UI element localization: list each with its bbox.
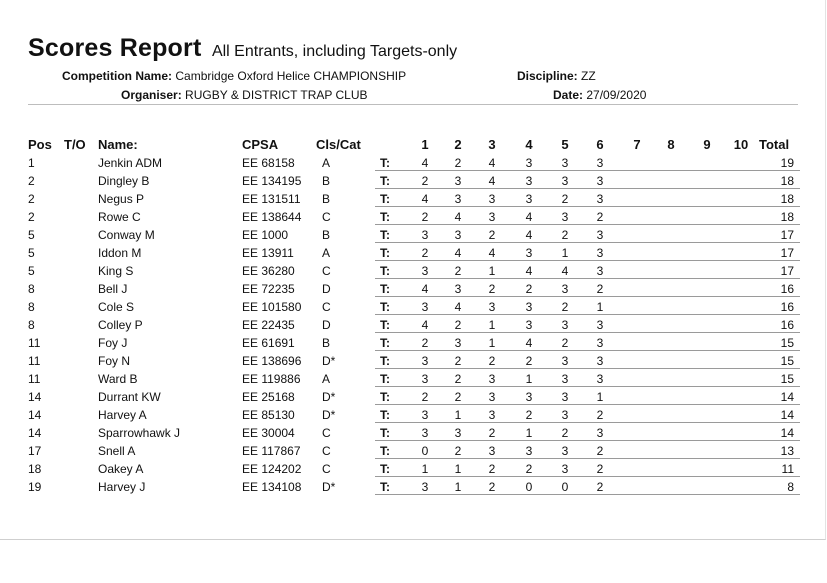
cell-cpsa: EE 61691 bbox=[242, 336, 295, 350]
cell-score: 3 bbox=[561, 318, 569, 332]
cell-score: 3 bbox=[421, 408, 429, 422]
table-row bbox=[0, 172, 827, 190]
row-underline bbox=[375, 368, 800, 369]
cell-score: 4 bbox=[488, 156, 496, 170]
cell-name: Negus P bbox=[98, 192, 145, 206]
cell-score: 2 bbox=[488, 480, 496, 494]
cell-cpsa: EE 131511 bbox=[242, 192, 301, 206]
cell-cpsa: EE 22435 bbox=[242, 318, 295, 332]
cell-score: 3 bbox=[421, 480, 429, 494]
organiser-value: RUGBY & DISTRICT TRAP CLUB bbox=[185, 88, 368, 102]
cell-score: 3 bbox=[421, 354, 429, 368]
cell-total: 8 bbox=[787, 480, 794, 494]
cell-score: 3 bbox=[454, 336, 462, 350]
cell-name: Harvey J bbox=[98, 480, 146, 494]
cell-targets-label: T: bbox=[380, 372, 390, 386]
discipline-line bbox=[517, 69, 596, 83]
cell-targets-label: T: bbox=[380, 282, 390, 296]
discipline-value: ZZ bbox=[581, 69, 596, 83]
cell-score: 2 bbox=[596, 408, 604, 422]
cell-score: 2 bbox=[596, 444, 604, 458]
cell-cpsa: EE 101580 bbox=[242, 300, 302, 314]
cell-score: 1 bbox=[488, 264, 496, 278]
col-round-7: 7 bbox=[633, 137, 641, 152]
cell-class: B bbox=[322, 174, 331, 188]
cell-name: Oakey A bbox=[98, 462, 144, 476]
cell-total: 18 bbox=[780, 192, 794, 206]
cell-name: Conway M bbox=[98, 228, 155, 242]
cell-score: 3 bbox=[421, 426, 429, 440]
cell-score: 3 bbox=[488, 390, 496, 404]
cell-score: 4 bbox=[525, 210, 533, 224]
cell-targets-label: T: bbox=[380, 246, 390, 260]
cell-score: 4 bbox=[561, 264, 569, 278]
table-row bbox=[0, 298, 827, 316]
competition-line bbox=[62, 69, 406, 83]
cell-cpsa: EE 13911 bbox=[242, 246, 294, 260]
col-round-2: 2 bbox=[454, 137, 462, 152]
cell-score: 4 bbox=[421, 156, 429, 170]
cell-name: Snell A bbox=[98, 444, 136, 458]
cell-score: 2 bbox=[561, 426, 569, 440]
cell-name: Foy J bbox=[98, 336, 128, 350]
cell-score: 3 bbox=[596, 354, 604, 368]
cell-pos: 5 bbox=[28, 228, 35, 242]
cell-total: 16 bbox=[780, 318, 794, 332]
cell-class: C bbox=[322, 444, 331, 458]
cell-score: 1 bbox=[525, 372, 533, 386]
row-underline bbox=[375, 296, 800, 297]
cell-score: 3 bbox=[454, 174, 462, 188]
cell-score: 2 bbox=[454, 372, 462, 386]
row-underline bbox=[375, 386, 800, 387]
cell-targets-label: T: bbox=[380, 444, 390, 458]
cell-score: 3 bbox=[488, 300, 496, 314]
cell-score: 3 bbox=[596, 246, 604, 260]
cell-targets-label: T: bbox=[380, 480, 390, 494]
cell-score: 3 bbox=[596, 192, 604, 206]
table-row bbox=[0, 208, 827, 226]
cell-score: 4 bbox=[525, 336, 533, 350]
row-underline bbox=[375, 206, 800, 207]
cell-score: 4 bbox=[525, 228, 533, 242]
cell-score: 1 bbox=[596, 300, 604, 314]
report-subtitle: All Entrants, including Targets-only bbox=[211, 43, 458, 60]
cell-score: 2 bbox=[488, 228, 496, 242]
col-round-3: 3 bbox=[488, 137, 496, 152]
cell-score: 2 bbox=[596, 210, 604, 224]
cell-score: 3 bbox=[561, 372, 569, 386]
cell-score: 4 bbox=[421, 282, 429, 296]
cell-class: A bbox=[322, 372, 331, 386]
cell-total: 16 bbox=[780, 300, 794, 314]
scores-table-body bbox=[0, 154, 827, 496]
cell-score: 2 bbox=[421, 246, 429, 260]
cell-score: 3 bbox=[596, 318, 604, 332]
cell-class: C bbox=[322, 462, 331, 476]
cell-targets-label: T: bbox=[380, 156, 390, 170]
cell-cpsa: EE 25168 bbox=[242, 390, 295, 404]
cell-score: 2 bbox=[596, 480, 604, 494]
cell-name: Bell J bbox=[98, 282, 128, 296]
cell-score: 3 bbox=[525, 300, 533, 314]
cell-score: 2 bbox=[421, 174, 429, 188]
cell-cpsa: EE 117867 bbox=[242, 444, 301, 458]
cell-total: 16 bbox=[780, 282, 794, 296]
cell-pos: 11 bbox=[28, 372, 41, 386]
cell-pos: 2 bbox=[28, 174, 35, 188]
cell-total: 14 bbox=[780, 390, 794, 404]
cell-score: 2 bbox=[488, 282, 496, 296]
cell-score: 3 bbox=[525, 192, 533, 206]
cell-score: 2 bbox=[454, 354, 462, 368]
cell-total: 15 bbox=[780, 372, 794, 386]
cell-targets-label: T: bbox=[380, 210, 390, 224]
organiser-line bbox=[121, 88, 368, 102]
cell-class: D* bbox=[322, 480, 336, 494]
table-row bbox=[0, 406, 827, 424]
cell-score: 3 bbox=[525, 444, 533, 458]
competition-value: Cambridge Oxford Helice CHAMPIONSHIP bbox=[175, 69, 407, 83]
cell-name: Durrant KW bbox=[98, 390, 161, 404]
row-underline bbox=[375, 260, 800, 261]
cell-class: B bbox=[322, 192, 331, 206]
cell-score: 2 bbox=[596, 282, 604, 296]
cell-total: 11 bbox=[781, 462, 794, 476]
cell-score: 3 bbox=[525, 246, 533, 260]
cell-name: Sparrowhawk J bbox=[98, 426, 181, 440]
cell-class: B bbox=[322, 228, 331, 242]
cell-score: 2 bbox=[561, 300, 569, 314]
cell-score: 2 bbox=[421, 210, 429, 224]
cell-score: 1 bbox=[488, 336, 496, 350]
cell-score: 2 bbox=[488, 426, 496, 440]
cell-pos: 8 bbox=[28, 318, 35, 332]
cell-pos: 8 bbox=[28, 300, 35, 314]
cell-total: 19 bbox=[780, 156, 794, 170]
row-underline bbox=[375, 188, 800, 189]
cell-score: 2 bbox=[454, 318, 462, 332]
competition-label: Competition Name: bbox=[62, 69, 173, 83]
cell-pos: 8 bbox=[28, 282, 35, 296]
cell-cpsa: EE 119886 bbox=[242, 372, 301, 386]
table-row bbox=[0, 280, 827, 298]
cell-targets-label: T: bbox=[380, 390, 390, 404]
cell-cpsa: EE 134195 bbox=[242, 174, 302, 188]
cell-class: D* bbox=[322, 408, 336, 422]
cell-name: Harvey A bbox=[98, 408, 147, 422]
cell-targets-label: T: bbox=[380, 300, 390, 314]
row-underline bbox=[375, 350, 800, 351]
row-underline bbox=[375, 422, 800, 423]
row-underline bbox=[375, 332, 800, 333]
cell-score: 2 bbox=[525, 354, 533, 368]
cell-score: 3 bbox=[561, 462, 569, 476]
cell-score: 3 bbox=[525, 390, 533, 404]
cell-class: D* bbox=[322, 390, 336, 404]
cell-name: Foy N bbox=[98, 354, 131, 368]
cell-score: 4 bbox=[454, 210, 462, 224]
cell-score: 2 bbox=[596, 462, 604, 476]
cell-score: 4 bbox=[421, 192, 429, 206]
cell-targets-label: T: bbox=[380, 336, 390, 350]
cell-score: 4 bbox=[454, 300, 462, 314]
header-divider bbox=[28, 104, 798, 105]
cell-class: A bbox=[322, 156, 331, 170]
cell-score: 0 bbox=[525, 480, 533, 494]
cell-score: 3 bbox=[561, 174, 569, 188]
row-underline bbox=[375, 440, 800, 441]
organiser-label: Organiser: bbox=[121, 88, 182, 102]
cell-score: 1 bbox=[561, 246, 569, 260]
cell-score: 3 bbox=[488, 372, 496, 386]
cell-name: Jenkin ADM bbox=[98, 156, 163, 170]
cell-total: 15 bbox=[780, 336, 794, 350]
cell-score: 2 bbox=[561, 192, 569, 206]
cell-score: 3 bbox=[596, 174, 604, 188]
table-row bbox=[0, 460, 827, 478]
discipline-label: Discipline: bbox=[517, 69, 578, 83]
cell-cpsa: EE 138644 bbox=[242, 210, 302, 224]
cell-total: 13 bbox=[780, 444, 794, 458]
cell-targets-label: T: bbox=[380, 264, 390, 278]
cell-score: 2 bbox=[488, 462, 496, 476]
cell-targets-label: T: bbox=[380, 426, 390, 440]
cell-score: 3 bbox=[488, 192, 496, 206]
cell-targets-label: T: bbox=[380, 318, 390, 332]
cell-name: King S bbox=[98, 264, 134, 278]
cell-total: 17 bbox=[780, 228, 794, 242]
col-round-4: 4 bbox=[525, 137, 533, 152]
cell-score: 1 bbox=[421, 462, 429, 476]
cell-score: 3 bbox=[596, 228, 604, 242]
cell-cpsa: EE 124202 bbox=[242, 462, 302, 476]
col-round-10: 10 bbox=[733, 137, 749, 152]
cell-score: 2 bbox=[454, 390, 462, 404]
cell-score: 3 bbox=[561, 210, 569, 224]
col-to: T/O bbox=[64, 137, 86, 152]
cell-score: 3 bbox=[596, 336, 604, 350]
cell-cpsa: EE 30004 bbox=[242, 426, 295, 440]
cell-score: 2 bbox=[421, 336, 429, 350]
cell-score: 3 bbox=[421, 264, 429, 278]
cell-pos: 1 bbox=[28, 156, 35, 170]
cell-cpsa: EE 138696 bbox=[242, 354, 302, 368]
cell-score: 2 bbox=[454, 264, 462, 278]
col-round-8: 8 bbox=[667, 137, 675, 152]
date-label: Date: bbox=[553, 88, 584, 102]
row-underline bbox=[375, 404, 800, 405]
col-round-1: 1 bbox=[421, 137, 429, 152]
col-round-5: 5 bbox=[561, 137, 569, 152]
cell-total: 18 bbox=[780, 210, 794, 224]
row-underline bbox=[375, 476, 800, 477]
cell-pos: 18 bbox=[28, 462, 42, 476]
cell-score: 3 bbox=[561, 156, 569, 170]
cell-score: 3 bbox=[421, 300, 429, 314]
cell-score: 1 bbox=[525, 426, 533, 440]
cell-pos: 19 bbox=[28, 480, 42, 494]
cell-pos: 11 bbox=[28, 354, 41, 368]
cell-score: 3 bbox=[561, 408, 569, 422]
cell-pos: 2 bbox=[28, 210, 35, 224]
cell-pos: 17 bbox=[28, 444, 42, 458]
cell-class: B bbox=[322, 336, 331, 350]
table-row bbox=[0, 388, 827, 406]
cell-name: Iddon M bbox=[98, 246, 142, 260]
cell-score: 4 bbox=[421, 318, 429, 332]
cell-class: C bbox=[322, 426, 331, 440]
cell-score: 3 bbox=[561, 354, 569, 368]
cell-name: Colley P bbox=[98, 318, 143, 332]
row-underline bbox=[375, 458, 800, 459]
cell-class: D* bbox=[322, 354, 336, 368]
table-row bbox=[0, 244, 827, 262]
cell-targets-label: T: bbox=[380, 228, 390, 242]
cell-score: 4 bbox=[454, 246, 462, 260]
cell-targets-label: T: bbox=[380, 408, 390, 422]
cell-class: A bbox=[322, 246, 331, 260]
row-underline bbox=[375, 314, 800, 315]
cell-total: 14 bbox=[780, 408, 794, 422]
cell-cpsa: EE 85130 bbox=[242, 408, 295, 422]
cell-score: 2 bbox=[454, 444, 462, 458]
col-cls: Cls/Cat bbox=[316, 137, 361, 152]
cell-name: Cole S bbox=[98, 300, 135, 314]
cell-name: Dingley B bbox=[98, 174, 150, 188]
date-value: 27/09/2020 bbox=[586, 88, 647, 102]
cell-score: 3 bbox=[454, 192, 462, 206]
table-row bbox=[0, 424, 827, 442]
col-name: Name: bbox=[98, 137, 138, 152]
cell-class: C bbox=[322, 264, 331, 278]
row-underline bbox=[375, 242, 800, 243]
table-row bbox=[0, 316, 827, 334]
cell-score: 3 bbox=[561, 282, 569, 296]
row-underline bbox=[375, 278, 800, 279]
cell-pos: 14 bbox=[28, 390, 42, 404]
cell-score: 2 bbox=[421, 390, 429, 404]
cell-name: Rowe C bbox=[98, 210, 141, 224]
cell-score: 3 bbox=[596, 264, 604, 278]
cell-score: 3 bbox=[561, 444, 569, 458]
cell-score: 2 bbox=[561, 228, 569, 242]
cell-name: Ward B bbox=[98, 372, 138, 386]
cell-class: C bbox=[322, 210, 331, 224]
cell-pos: 14 bbox=[28, 426, 42, 440]
cell-score: 2 bbox=[454, 156, 462, 170]
cell-score: 3 bbox=[596, 156, 604, 170]
row-underline bbox=[375, 494, 800, 495]
cell-score: 4 bbox=[488, 174, 496, 188]
cell-score: 3 bbox=[525, 174, 533, 188]
cell-total: 18 bbox=[780, 174, 794, 188]
cell-pos: 5 bbox=[28, 246, 35, 260]
cell-class: C bbox=[322, 300, 331, 314]
cell-score: 3 bbox=[488, 210, 496, 224]
cell-score: 3 bbox=[596, 426, 604, 440]
col-round-9: 9 bbox=[703, 137, 711, 152]
cell-score: 4 bbox=[525, 264, 533, 278]
cell-score: 3 bbox=[525, 156, 533, 170]
table-row bbox=[0, 190, 827, 208]
cell-cpsa: EE 72235 bbox=[242, 282, 295, 296]
cell-cpsa: EE 36280 bbox=[242, 264, 295, 278]
cell-score: 3 bbox=[488, 444, 496, 458]
date-line bbox=[553, 88, 646, 102]
cell-class: D bbox=[322, 282, 331, 296]
cell-pos: 14 bbox=[28, 408, 42, 422]
cell-cpsa: EE 1000 bbox=[242, 228, 289, 242]
cell-score: 1 bbox=[596, 390, 604, 404]
cell-score: 2 bbox=[561, 336, 569, 350]
cell-pos: 2 bbox=[28, 192, 35, 206]
cell-score: 1 bbox=[488, 318, 496, 332]
cell-score: 3 bbox=[488, 408, 496, 422]
col-cpsa: CPSA bbox=[242, 137, 279, 152]
cell-pos: 11 bbox=[28, 336, 41, 350]
table-row bbox=[0, 352, 827, 370]
cell-score: 3 bbox=[421, 228, 429, 242]
table-row bbox=[0, 154, 827, 172]
cell-score: 2 bbox=[525, 282, 533, 296]
cell-score: 3 bbox=[454, 426, 462, 440]
cell-score: 3 bbox=[525, 318, 533, 332]
cell-cpsa: EE 68158 bbox=[242, 156, 295, 170]
cell-score: 2 bbox=[525, 408, 533, 422]
table-row bbox=[0, 226, 827, 244]
table-row bbox=[0, 442, 827, 460]
report-title: Scores Report bbox=[28, 34, 202, 62]
col-total: Total bbox=[759, 137, 790, 152]
cell-pos: 5 bbox=[28, 264, 35, 278]
cell-targets-label: T: bbox=[380, 462, 390, 476]
table-row bbox=[0, 262, 827, 280]
cell-score: 1 bbox=[454, 480, 462, 494]
cell-score: 3 bbox=[561, 390, 569, 404]
table-row bbox=[0, 334, 827, 352]
cell-total: 14 bbox=[780, 426, 794, 440]
cell-score: 0 bbox=[561, 480, 569, 494]
cell-score: 2 bbox=[488, 354, 496, 368]
table-row bbox=[0, 478, 827, 496]
cell-total: 15 bbox=[780, 354, 794, 368]
cell-score: 3 bbox=[421, 372, 429, 386]
cell-score: 3 bbox=[596, 372, 604, 386]
cell-score: 4 bbox=[488, 246, 496, 260]
cell-class: D bbox=[322, 318, 331, 332]
row-underline bbox=[375, 170, 800, 171]
report-title-row bbox=[28, 34, 457, 63]
cell-score: 2 bbox=[525, 462, 533, 476]
cell-score: 1 bbox=[454, 408, 462, 422]
table-row bbox=[0, 370, 827, 388]
cell-score: 0 bbox=[421, 444, 429, 458]
cell-score: 3 bbox=[454, 282, 462, 296]
row-underline bbox=[375, 224, 800, 225]
cell-targets-label: T: bbox=[380, 354, 390, 368]
col-round-6: 6 bbox=[596, 137, 604, 152]
cell-score: 3 bbox=[454, 228, 462, 242]
cell-cpsa: EE 134108 bbox=[242, 480, 302, 494]
cell-total: 17 bbox=[780, 264, 794, 278]
cell-total: 17 bbox=[780, 246, 794, 260]
cell-score: 1 bbox=[454, 462, 462, 476]
cell-targets-label: T: bbox=[380, 174, 390, 188]
cell-targets-label: T: bbox=[380, 192, 390, 206]
col-pos: Pos bbox=[28, 137, 52, 152]
